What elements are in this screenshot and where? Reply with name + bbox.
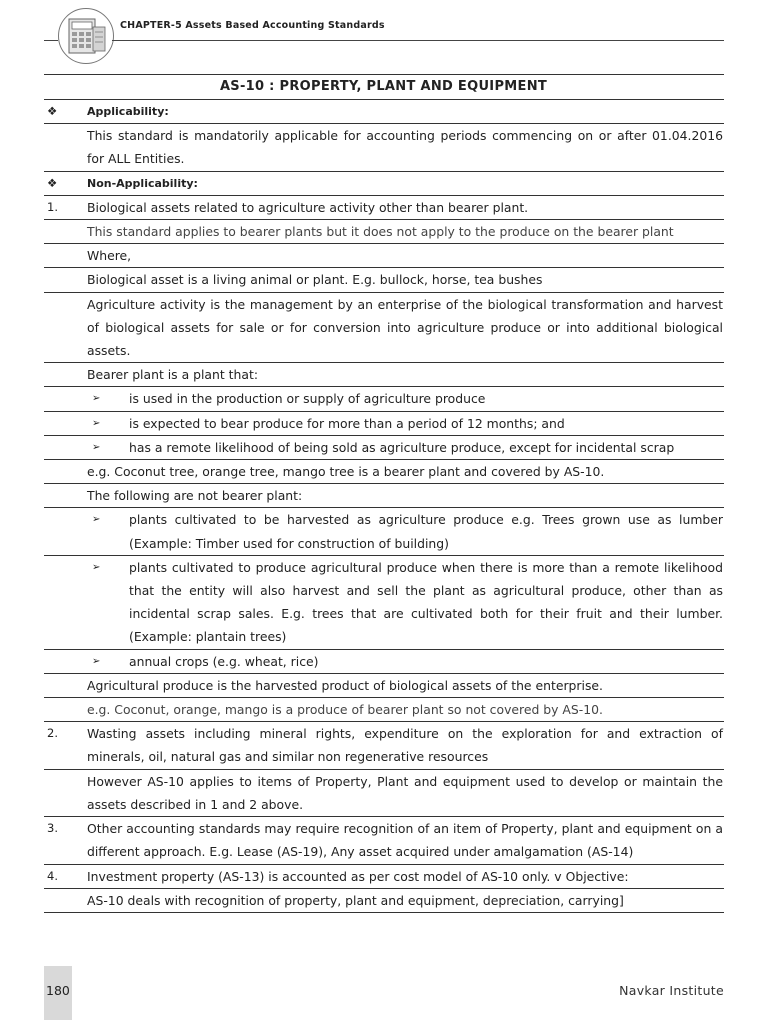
section-title: AS-10 : PROPERTY, PLANT AND EQUIPMENT (219, 79, 548, 94)
table-row (44, 244, 724, 268)
row-text: Agriculture activity is the management by an enterprise of the biological transformation and harvest of biological assets for sale or for conversion into agriculture produce or into additional biological assets. (87, 296, 723, 359)
row-text: Other accounting standards may require recognition of an item of Property, plant and equipment on a different approach. E.g. Lease (AS-19), Any asset acquired under amalgamation (AS-14) (87, 821, 723, 860)
row-text: Investment property (AS-13) is accounted as per cost model of AS-10 only. v Objective: (87, 868, 629, 884)
table-row (44, 556, 724, 650)
arrow-bullet-icon: ➢ (92, 655, 101, 667)
table-row (44, 363, 724, 387)
table-row (44, 889, 724, 913)
footer-brand: Navkar Institute (619, 983, 724, 998)
calculator-logo-icon (58, 8, 114, 64)
row-text: Biological asset is a living animal or plant. E.g. bullock, horse, tea bushes (87, 272, 543, 288)
table-row (44, 124, 724, 171)
row-text: e.g. Coconut, orange, mango is a produce of bearer plant so not covered by AS-10. (87, 702, 603, 718)
row-text: Wasting assets including mineral rights, expenditure on the exploration for and extraction of minerals, oil, natural gas and similar non regenerative resources (87, 726, 723, 765)
arrow-bullet-icon: ➢ (92, 561, 101, 573)
row-text: The following are not bearer plant: (87, 488, 303, 504)
arrow-bullet-icon: ➢ (92, 514, 101, 526)
table-row (44, 770, 724, 817)
content-table (44, 74, 724, 913)
table-row (44, 508, 724, 555)
row-text: However AS-10 applies to items of Property, Plant and equipment used to develop or maintain the assets described in 1 and 2 above. (87, 773, 723, 812)
row-text: plants cultivated to produce agricultural produce when there is more than a remote likelihood that the entity will also harvest and sell the plant as agricultural produce, other than as incidental scrap sales. E.g. trees that are cultivated both for their fruit and their lumber. (Example: plantain trees) (129, 559, 723, 645)
diamond-bullet-icon: ❖ (47, 175, 58, 190)
table-row (44, 484, 724, 508)
table-row (44, 460, 724, 484)
table-row (44, 220, 724, 244)
row-text: e.g. Coconut tree, orange tree, mango tree is a bearer plant and covered by AS-10. (87, 464, 605, 480)
section-title-row (44, 75, 724, 100)
row-text: has a remote likelihood of being sold as agriculture produce, except for incidental scrap (129, 439, 675, 455)
row-text: This standard is mandatorily applicable for accounting periods commencing on or after 01.04.2016 for ALL Entities. (87, 128, 723, 167)
arrow-bullet-icon: ➢ (92, 417, 101, 429)
table-row (44, 722, 724, 769)
row-text: Agricultural produce is the harvested product of biological assets of the enterprise. (87, 677, 603, 693)
row-number: 1. (47, 199, 58, 214)
row-text: Bearer plant is a plant that: (87, 367, 259, 383)
arrow-bullet-icon: ➢ (92, 441, 101, 453)
table-row (44, 387, 724, 411)
table-row (44, 436, 724, 460)
diamond-bullet-icon: ❖ (47, 104, 58, 118)
page-number: 180 (46, 983, 70, 998)
row-text: annual crops (e.g. wheat, rice) (129, 653, 319, 669)
table-row (44, 172, 724, 196)
table-row (44, 674, 724, 698)
row-text: plants cultivated to be harvested as agriculture produce e.g. Trees grown use as lumber (Example: Timber used for construction of building) (129, 512, 723, 551)
section-heading: Applicability: (87, 105, 169, 118)
row-text: AS-10 deals with recognition of property, plant and equipment, depreciation, carrying] (87, 892, 624, 908)
header-rule (112, 40, 724, 41)
table-row (44, 698, 724, 722)
row-text: Where, (87, 248, 132, 264)
row-text: This standard applies to bearer plants but it does not apply to the produce on the bearer plant (87, 224, 674, 240)
row-text: is expected to bear produce for more than a period of 12 months; and (129, 415, 565, 431)
row-number: 3. (47, 821, 58, 836)
section-heading: Non-Applicability: (87, 176, 198, 190)
table-row (44, 650, 724, 674)
table-row (44, 268, 724, 292)
table-row (44, 817, 724, 864)
header-rule-left (44, 40, 58, 41)
page-header (0, 0, 768, 70)
chapter-title: CHAPTER-5 Assets Based Accounting Standards (120, 20, 385, 31)
row-text: Biological assets related to agriculture activity other than bearer plant. (87, 199, 529, 215)
arrow-bullet-icon: ➢ (92, 393, 101, 405)
table-row (44, 196, 724, 220)
table-row (44, 293, 724, 364)
table-row (44, 100, 724, 124)
row-text: is used in the production or supply of agriculture produce (129, 391, 486, 407)
table-row (44, 412, 724, 436)
row-number: 2. (47, 726, 58, 741)
row-number: 4. (47, 868, 58, 883)
table-row (44, 865, 724, 889)
